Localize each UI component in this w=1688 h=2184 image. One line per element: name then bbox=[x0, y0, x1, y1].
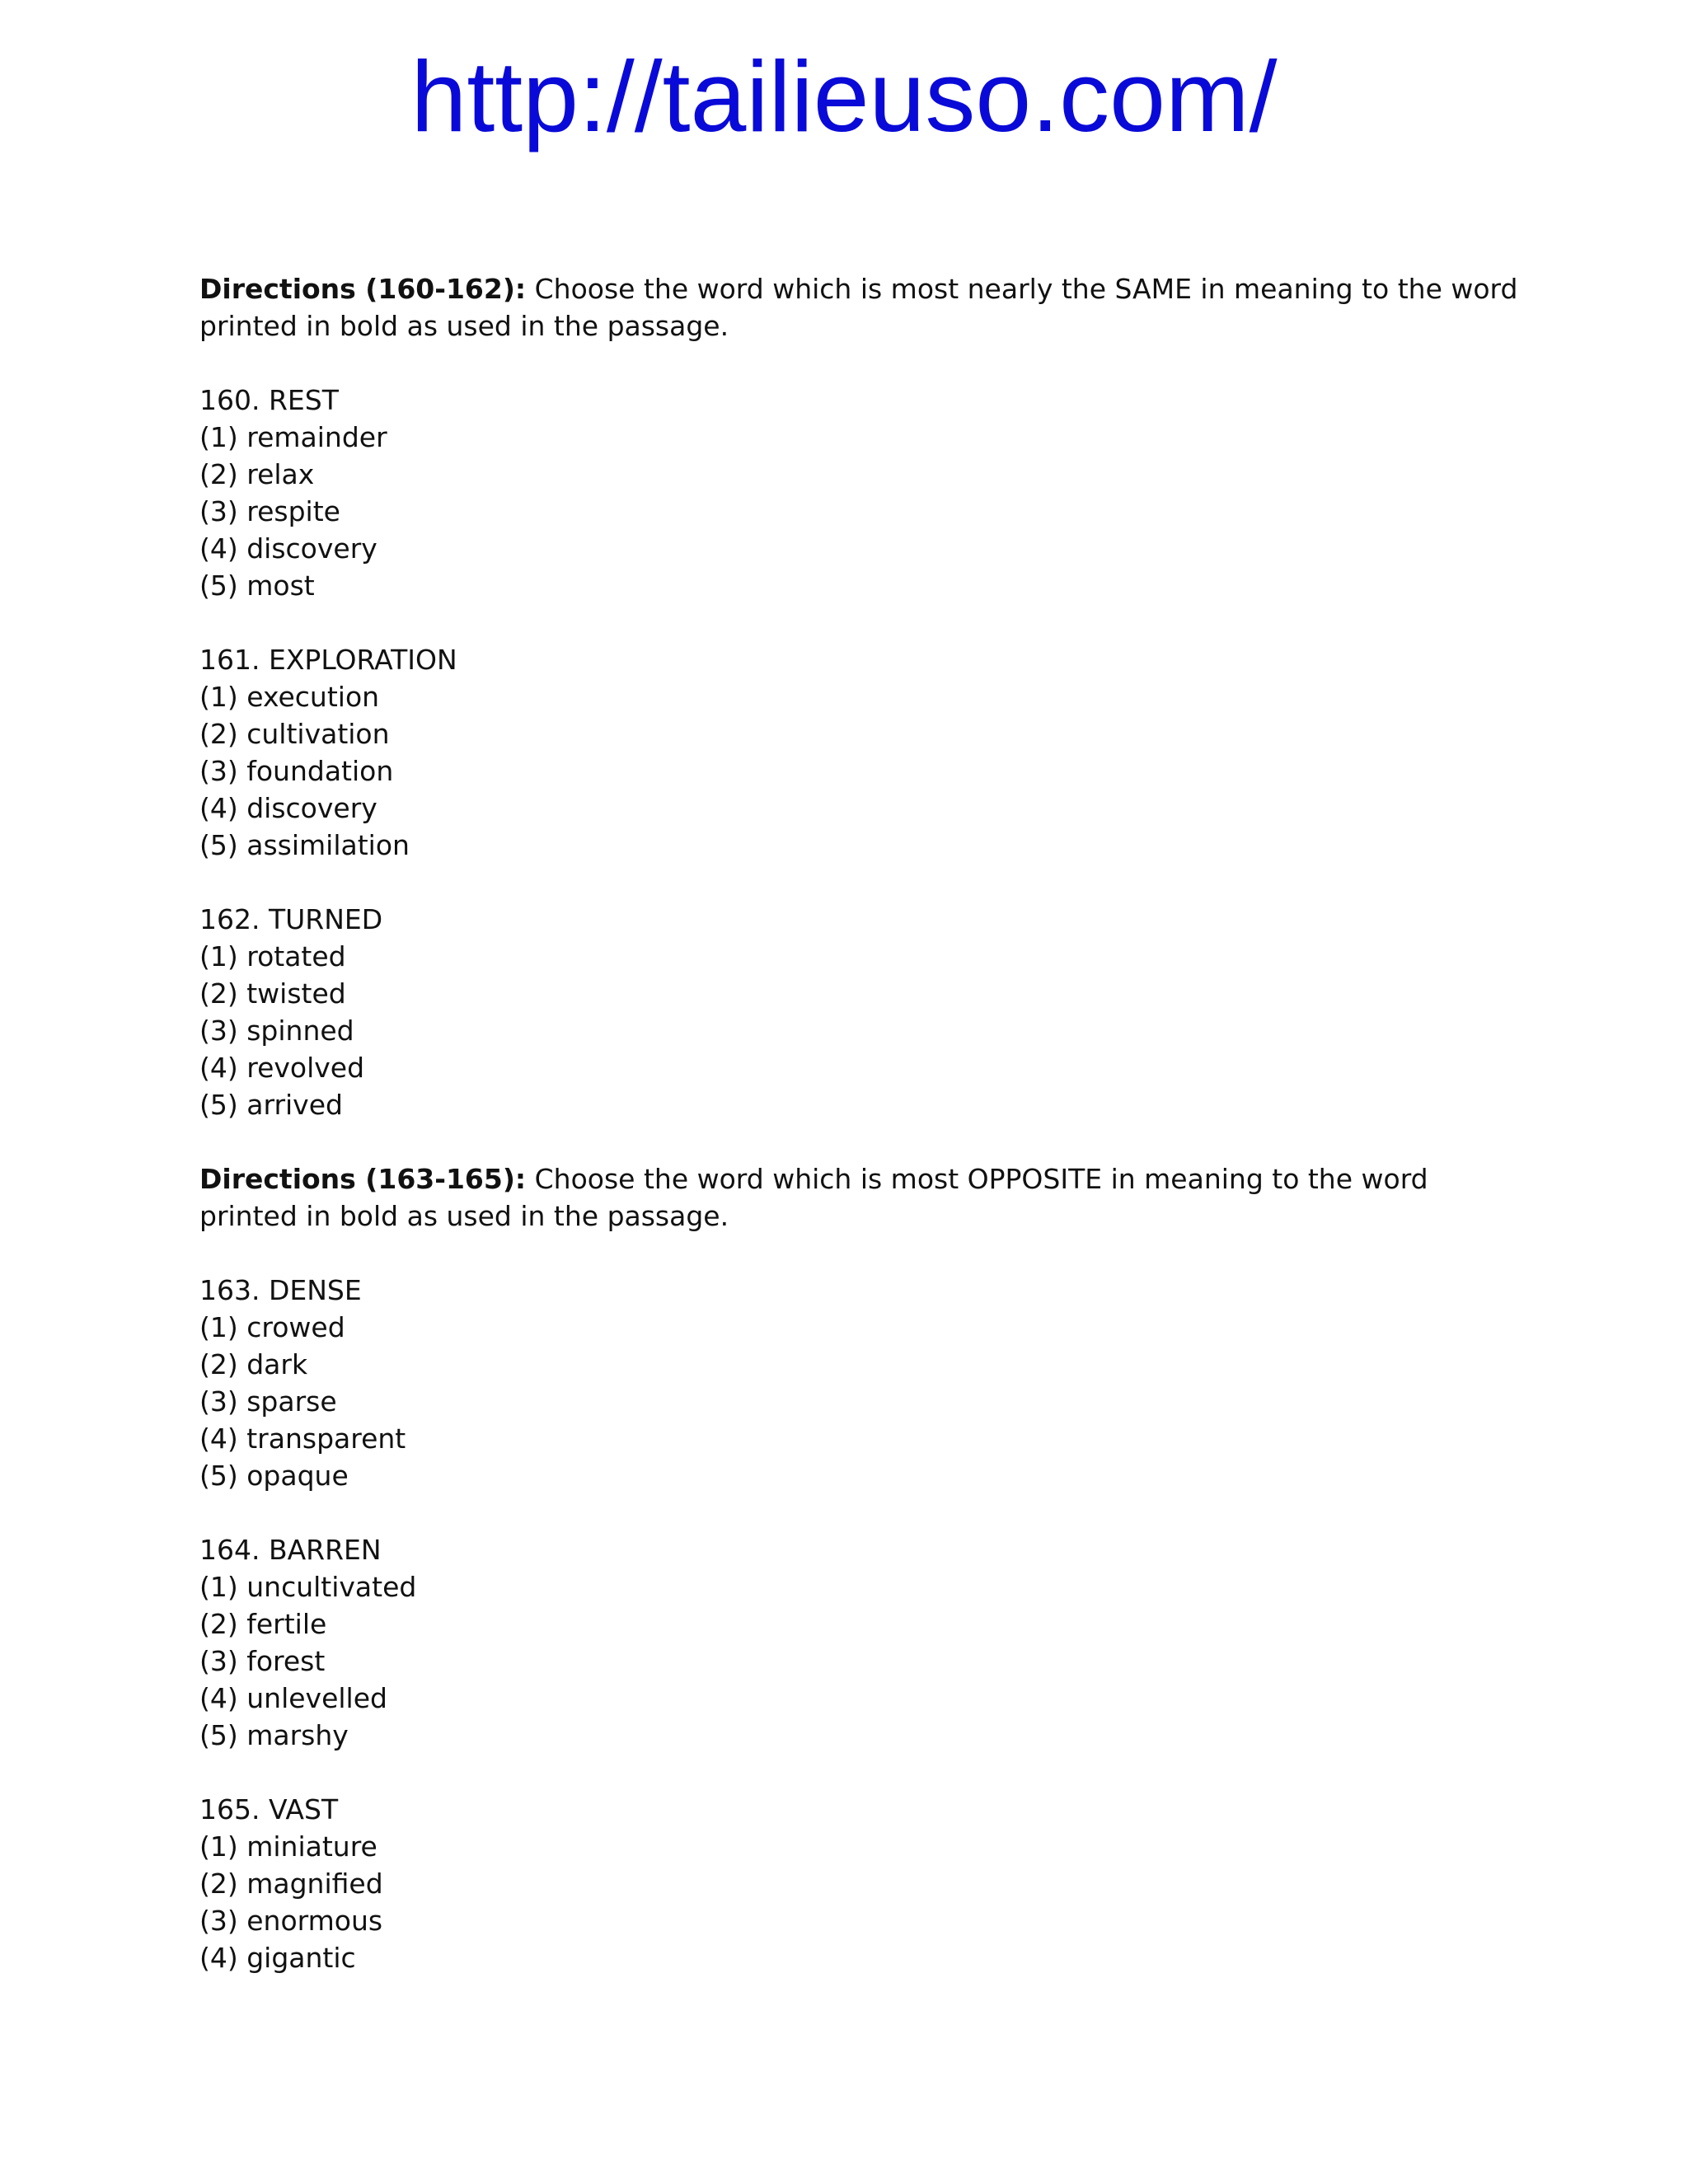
answer-option: (4) revolved bbox=[199, 1052, 365, 1084]
question-block bbox=[199, 641, 1518, 864]
question-title: 163. DENSE bbox=[199, 1274, 362, 1306]
answer-option: (5) most bbox=[199, 569, 315, 602]
answer-option: (1) execution bbox=[199, 681, 380, 713]
answer-option: (3) forest bbox=[199, 1645, 326, 1677]
answer-option: (3) spinned bbox=[199, 1015, 354, 1047]
question-title: 164. BARREN bbox=[199, 1534, 382, 1566]
directions-text: Choose the word which is most nearly the SAME in meaning to the word printed in bold as used in the passage. bbox=[199, 273, 1518, 342]
answer-option: (5) marshy bbox=[199, 1719, 349, 1751]
directions-label: Directions (160-162): bbox=[199, 273, 527, 305]
directions-label: Directions (163-165): bbox=[199, 1163, 527, 1195]
answer-option: (4) unlevelled bbox=[199, 1682, 387, 1714]
answer-option: (4) discovery bbox=[199, 532, 377, 565]
question-title: 160. REST bbox=[199, 384, 339, 416]
document-body bbox=[199, 270, 1518, 2013]
directions-paragraph bbox=[199, 270, 1518, 344]
question-block bbox=[199, 1272, 1518, 1494]
answer-option: (4) transparent bbox=[199, 1422, 406, 1455]
answer-option: (5) opaque bbox=[199, 1460, 349, 1492]
answer-option: (2) magnified bbox=[199, 1868, 383, 1900]
question-block bbox=[199, 1791, 1518, 1976]
directions-text: Choose the word which is most OPPOSITE in meaning to the word printed in bold as used in the passage. bbox=[199, 1163, 1428, 1232]
answer-option: (3) foundation bbox=[199, 755, 394, 787]
answer-option: (5) arrived bbox=[199, 1089, 343, 1121]
answer-option: (1) rotated bbox=[199, 940, 346, 972]
answer-option: (2) dark bbox=[199, 1348, 308, 1380]
answer-option: (1) uncultivated bbox=[199, 1571, 417, 1603]
question-block bbox=[199, 901, 1518, 1123]
answer-option: (3) respite bbox=[199, 495, 340, 527]
answer-option: (5) assimilation bbox=[199, 829, 410, 861]
answer-option: (4) discovery bbox=[199, 792, 377, 824]
answer-option: (2) twisted bbox=[199, 977, 346, 1010]
answer-option: (4) gigantic bbox=[199, 1942, 356, 1974]
answer-option: (1) remainder bbox=[199, 421, 387, 453]
question-block bbox=[199, 382, 1518, 604]
answer-option: (1) miniature bbox=[199, 1830, 377, 1863]
answer-option: (1) crowed bbox=[199, 1311, 345, 1343]
answer-option: (3) sparse bbox=[199, 1385, 337, 1418]
answer-option: (2) relax bbox=[199, 458, 315, 490]
question-title: 161. EXPLORATION bbox=[199, 644, 457, 676]
site-url-header[interactable]: http://tailieuso.com/ bbox=[410, 40, 1278, 152]
question-title: 165. VAST bbox=[199, 1793, 339, 1825]
directions-paragraph bbox=[199, 1160, 1518, 1235]
question-title: 162. TURNED bbox=[199, 903, 383, 935]
answer-option: (2) cultivation bbox=[199, 718, 390, 750]
answer-option: (3) enormous bbox=[199, 1905, 383, 1937]
answer-option: (2) fertile bbox=[199, 1608, 327, 1640]
question-block bbox=[199, 1531, 1518, 1754]
